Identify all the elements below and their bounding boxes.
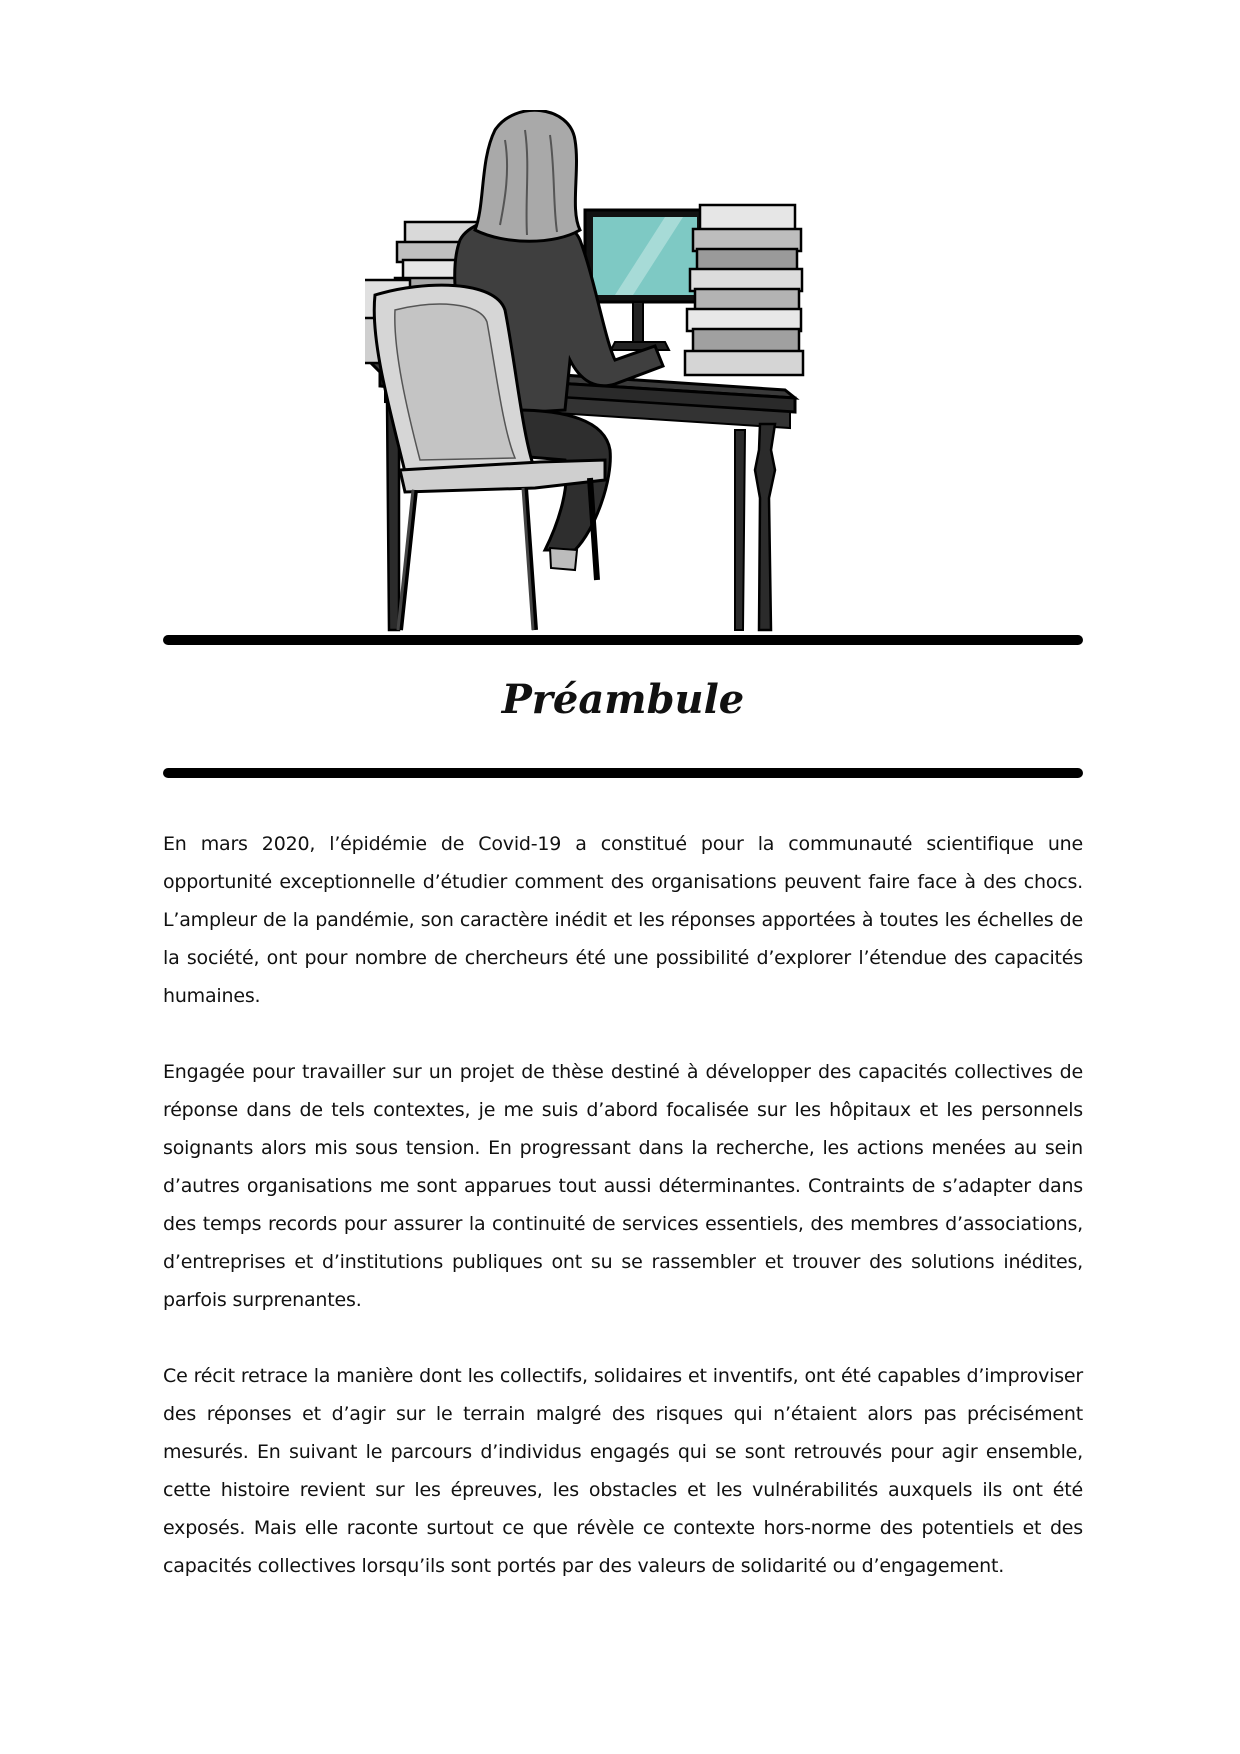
page-title: Préambule — [501, 676, 745, 723]
paragraph-3: Ce récit retrace la manière dont les collectifs, solidaires et inventifs, ont été capables d’improviser des réponses et d’agir sur le terrain malgré des risques qui n’étaient alors pas précisément mesurés. En suivant le parcours d’individus engagés qui se sont retrouvés pour agir ensemble, cette histoire revient sur les épreuves, les obstacles et les vulnérabilités auxquels ils ont été exposés. Mais elle raconte surtout ce que révèle ce contexte hors-norme des potentiels et des capacités collectives lorsqu’ils sont portés par des valeurs de solidarité ou d’engagement. — [163, 1365, 1083, 1577]
title-bottom-rule — [163, 768, 1083, 778]
book-stack-right — [685, 205, 803, 375]
paragraph-1: En mars 2020, l’épidémie de Covid-19 a constitué pour la communauté scientifique une opportunité exceptionnelle d’étudier comment des organisations peuvent faire face à des chocs. L’ampleur de la pandémie, son caractère inédit et les réponses apportées à toutes les échelles de la société, ont pour nombre de chercheurs été une possibilité d’explorer l’étendue des capacités humaines. — [163, 833, 1083, 1007]
title-top-rule — [163, 635, 1083, 645]
preamble-body — [163, 825, 1083, 1623]
researcher-at-desk-illustration — [365, 110, 895, 640]
paragraph-2: Engagée pour travailler sur un projet de thèse destiné à développer des capacités collectives de réponse dans de tels contextes, je me suis d’abord focalisée sur les hôpitaux et les personnels soignants alors mis sous tension. En progressant dans la recherche, les actions menées au sein d’autres organisations me sont apparues tout aussi déterminantes. Contraints de s’adapter dans des temps records pour assurer la continuité de services essentiels, des membres d’associations, d’entreprises et d’institutions publiques ont su se rassembler et trouver des solutions inédites, parfois surprenantes. — [163, 1061, 1083, 1311]
